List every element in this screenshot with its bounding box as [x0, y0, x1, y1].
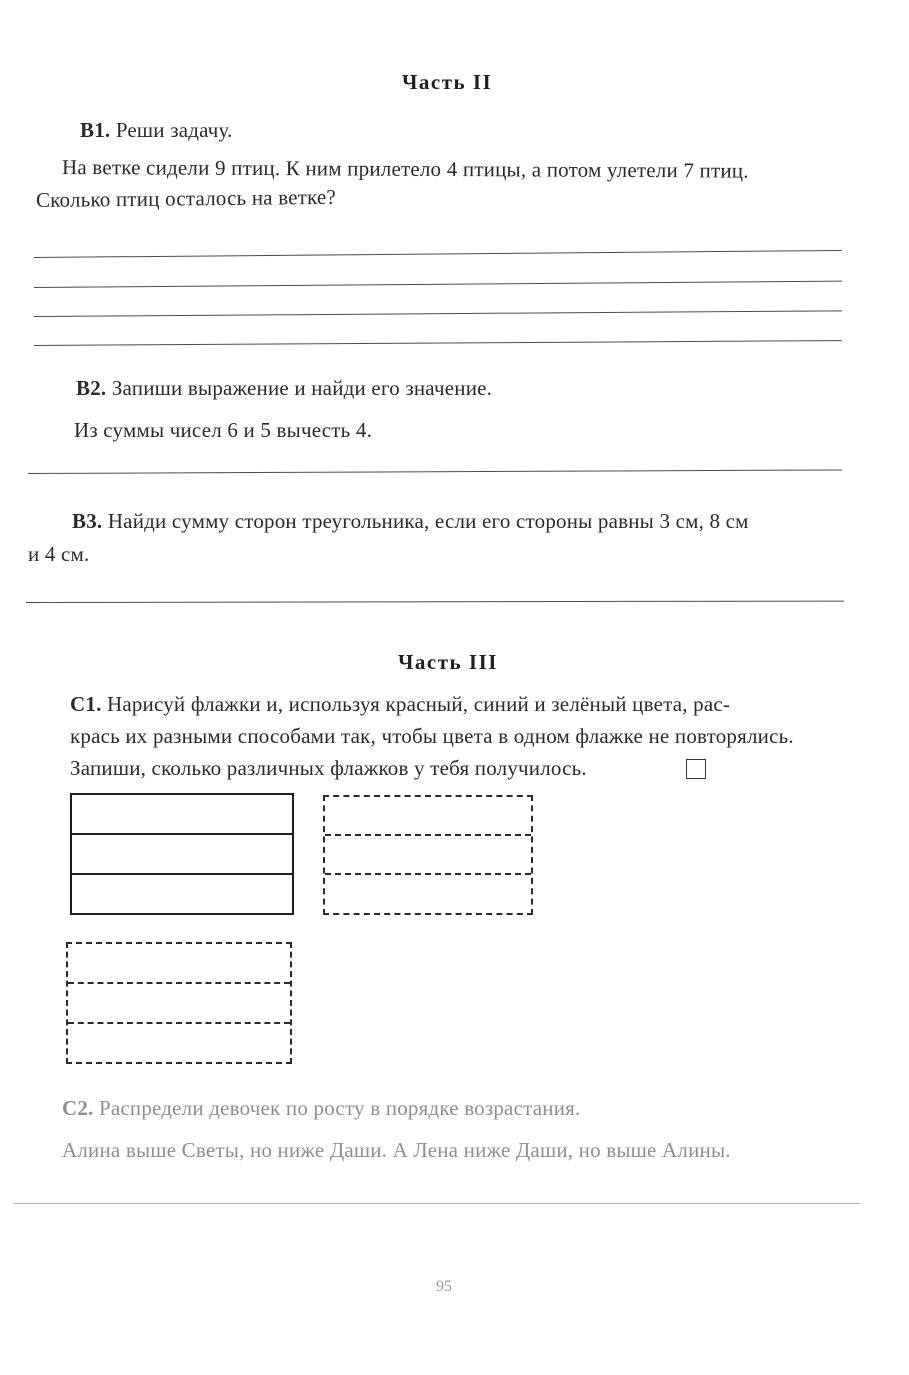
b1-task-text: Реши задачу. [115, 118, 233, 142]
c1-task-text: Нарисуй флажки и, используя красный, синий и зелёный цвета, рас- [106, 692, 731, 716]
b3-task-text: Найди сумму сторон треугольника, если его стороны равны 3 см, 8 см [107, 509, 749, 533]
c2-task-text: Распредели девочек по росту в порядке возрастания. [98, 1096, 581, 1120]
flag-solid-stripe-2 [72, 873, 292, 875]
b1-answer-line-2[interactable] [34, 281, 842, 288]
b1-problem-line1: На ветке сидели 9 птиц. К ним прилетело 4 птицы, а потом улетели 7 птиц. [61, 155, 749, 183]
b3-task-line2: и 4 см. [28, 542, 90, 566]
flag-dashed-2[interactable] [66, 942, 292, 1064]
flag-dashed-1[interactable] [323, 795, 533, 915]
b1-answer-line-1[interactable] [34, 250, 842, 258]
c1-answer-box[interactable] [686, 759, 706, 779]
c2-label: C2. [62, 1096, 94, 1120]
flag-solid[interactable] [70, 793, 294, 915]
flag-dashed-1-stripe-2 [325, 873, 531, 875]
part2-heading: Часть II [402, 70, 493, 94]
c1-label: C1. [70, 692, 102, 716]
flag-solid-stripe-1 [72, 833, 292, 835]
b3-answer-line[interactable] [26, 601, 844, 603]
b1-problem-line2: Сколько птиц осталось на ветке? [35, 184, 337, 212]
c1-task-line1 [70, 692, 730, 717]
b1-label: B1. [80, 118, 111, 142]
b1-task [80, 118, 233, 143]
b2-task-text: Запиши выражение и найди его значение. [111, 376, 493, 400]
c1-task-line2: крась их разными способами так, чтобы цвета в одном флажке не повторялись. [70, 724, 794, 748]
b2-task [76, 376, 492, 401]
b2-label: B2. [76, 376, 107, 400]
b2-answer-line[interactable] [28, 469, 842, 474]
b2-problem: Из суммы чисел 6 и 5 вычесть 4. [74, 418, 373, 442]
flag-dashed-2-stripe-1 [68, 982, 290, 984]
c2-problem: Алина выше Светы, но ниже Даши. А Лена ниже Даши, но выше Алины. [62, 1138, 731, 1162]
b3-label: B3. [72, 509, 103, 533]
c2-task [62, 1096, 580, 1121]
flag-dashed-1-stripe-1 [325, 834, 531, 836]
c1-task-line3: Запиши, сколько различных флажков у тебя получилось. [70, 756, 587, 780]
c2-answer-line[interactable] [14, 1203, 860, 1204]
b3-task-line1 [72, 509, 749, 534]
page-number: 95 [436, 1278, 452, 1295]
part3-heading: Часть III [398, 650, 498, 674]
flag-dashed-2-stripe-2 [68, 1022, 290, 1024]
b1-answer-line-4[interactable] [34, 340, 842, 346]
b1-answer-line-3[interactable] [34, 310, 842, 317]
